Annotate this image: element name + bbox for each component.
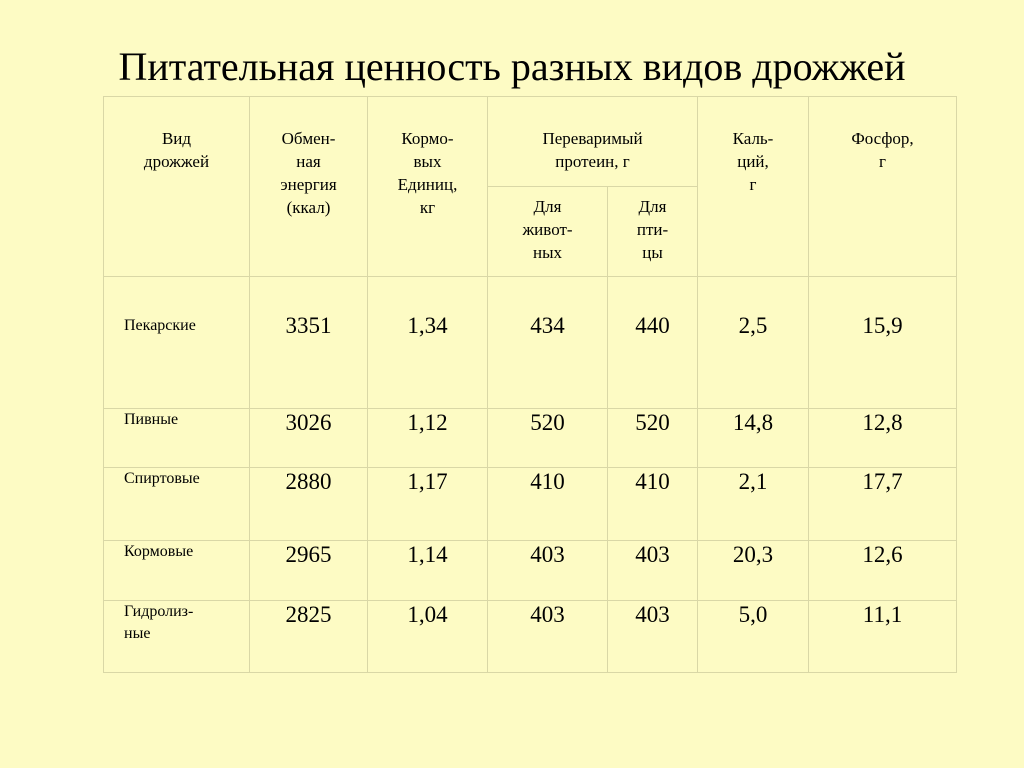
header-row	[104, 97, 957, 187]
cell-protein-birds: 440	[608, 277, 698, 409]
cell-energy: 2965	[250, 541, 368, 601]
cell-protein-animals: 410	[488, 468, 608, 541]
cell-protein-birds: 520	[608, 409, 698, 468]
cell-energy: 3351	[250, 277, 368, 409]
cell-phosphorus: 12,8	[809, 409, 957, 468]
header-protein: Переваримый протеин, г	[488, 97, 698, 187]
nutrition-table	[103, 96, 957, 673]
header-protein-animals: Для живот- ных	[488, 187, 608, 277]
cell-feed-units: 1,12	[368, 409, 488, 468]
cell-energy: 2825	[250, 601, 368, 673]
header-type: Вид дрожжей	[104, 97, 250, 277]
header-energy: Обмен- ная энергия (ккал)	[250, 97, 368, 277]
cell-energy: 3026	[250, 409, 368, 468]
cell-energy: 2880	[250, 468, 368, 541]
row-name: Гидролиз- ные	[104, 601, 250, 673]
cell-feed-units: 1,34	[368, 277, 488, 409]
header-feed-units: Кормо- вых Единиц, кг	[368, 97, 488, 277]
cell-protein-birds: 403	[608, 541, 698, 601]
cell-feed-units: 1,17	[368, 468, 488, 541]
cell-protein-animals: 520	[488, 409, 608, 468]
header-calcium: Каль- ций, г	[698, 97, 809, 277]
cell-protein-animals: 403	[488, 601, 608, 673]
cell-calcium: 5,0	[698, 601, 809, 673]
row-name: Кормовые	[104, 541, 250, 601]
table-row	[104, 277, 957, 409]
cell-protein-birds: 410	[608, 468, 698, 541]
table-row	[104, 541, 957, 601]
row-name: Пивные	[104, 409, 250, 468]
table-row	[104, 468, 957, 541]
cell-protein-animals: 403	[488, 541, 608, 601]
header-protein-birds: Для пти- цы	[608, 187, 698, 277]
table-row	[104, 601, 957, 673]
cell-phosphorus: 15,9	[809, 277, 957, 409]
table-row	[104, 409, 957, 468]
cell-phosphorus: 17,7	[809, 468, 957, 541]
slide-title: Питательная ценность разных видов дрожжей	[118, 44, 906, 89]
row-name: Пекарские	[104, 277, 250, 409]
cell-feed-units: 1,14	[368, 541, 488, 601]
cell-calcium: 14,8	[698, 409, 809, 468]
cell-calcium: 20,3	[698, 541, 809, 601]
cell-phosphorus: 11,1	[809, 601, 957, 673]
cell-calcium: 2,1	[698, 468, 809, 541]
cell-protein-animals: 434	[488, 277, 608, 409]
cell-protein-birds: 403	[608, 601, 698, 673]
cell-phosphorus: 12,6	[809, 541, 957, 601]
header-phosphorus: Фосфор, г	[809, 97, 957, 277]
cell-feed-units: 1,04	[368, 601, 488, 673]
cell-calcium: 2,5	[698, 277, 809, 409]
row-name: Спиртовые	[104, 468, 250, 541]
